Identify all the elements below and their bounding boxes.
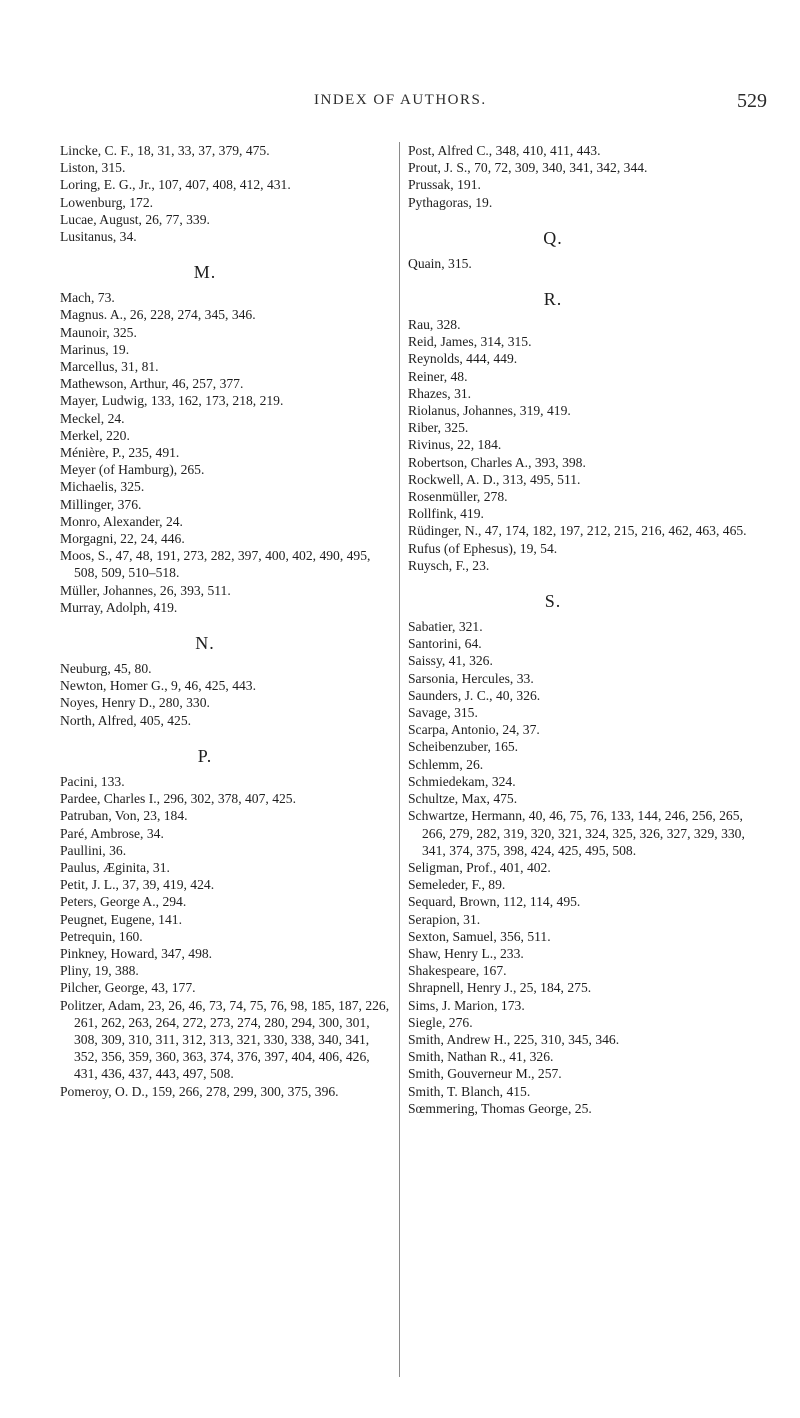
index-entry <box>408 911 758 928</box>
page-references: 225, 310, 345, 346. <box>513 1031 620 1047</box>
index-entry <box>408 159 758 176</box>
author-name: Marcellus, <box>60 359 118 375</box>
page-references: 26, 393, 511. <box>159 582 231 598</box>
column-divider <box>399 142 400 1377</box>
index-entry <box>408 773 758 790</box>
author-name: Mathewson, Arthur, <box>60 376 169 392</box>
index-entry <box>408 471 758 488</box>
index-entry <box>408 876 758 893</box>
page-references: 313, 495, 511. <box>502 471 581 487</box>
page-references: 9, 46, 425, 443. <box>171 678 256 694</box>
author-name: Sequard, Brown, <box>408 894 500 910</box>
author-name: Santorini, <box>408 636 462 652</box>
author-name: Sexton, Samuel, <box>408 928 497 944</box>
author-name: Saissy, <box>408 653 446 669</box>
author-name: Mach, <box>60 290 95 306</box>
index-section <box>60 142 395 245</box>
author-name: Prussak, <box>408 177 454 193</box>
author-name: Pardee, Charles I., <box>60 791 161 807</box>
index-entry <box>60 945 395 962</box>
author-name: Lucae, August, <box>60 211 142 227</box>
author-name: Merkel, <box>60 427 103 443</box>
author-name: Sims, J. Marion, <box>408 997 498 1013</box>
author-name: Siegle, <box>408 1014 446 1030</box>
index-entry <box>408 1065 758 1082</box>
page-references: 173. <box>500 997 525 1013</box>
author-name: Pinkney, Howard, <box>60 945 158 961</box>
index-entry <box>60 358 395 375</box>
page-references: 47, 48, 191, 273, 282, 397, 400, 402, 490, 495, 508, 509, 510–518. <box>74 548 371 581</box>
page-references: 26, 228, 274, 345, 346. <box>129 307 256 323</box>
author-name: Scarpa, Antonio, <box>408 722 499 738</box>
page-references: 348, 410, 411, 443. <box>495 143 601 158</box>
index-entry <box>60 962 395 979</box>
index-section <box>408 227 758 272</box>
page-references: 73. <box>97 290 115 306</box>
page-references: 23, 184. <box>143 808 188 824</box>
author-name: Newton, Homer G., <box>60 678 168 694</box>
index-entry <box>60 547 395 581</box>
page-references: 475. <box>493 791 518 807</box>
right-column <box>408 142 758 1117</box>
page-references: 19. <box>475 194 493 210</box>
author-name: Schlemm, <box>408 756 463 772</box>
page-references: 46, 257, 377. <box>171 376 244 392</box>
author-name: Pliny, <box>60 963 92 979</box>
section-letter-heading: N. <box>195 633 215 654</box>
author-name: Rau, <box>408 317 434 333</box>
index-entry <box>408 1083 758 1100</box>
page-references: 328. <box>436 317 461 333</box>
author-name: Moos, S., <box>60 548 113 564</box>
page-references: 294. <box>162 894 187 910</box>
author-name: Paullini, <box>60 842 106 858</box>
index-entry <box>60 306 395 323</box>
author-name: Rollfink, <box>408 506 457 522</box>
author-name: Pomeroy, O. D., <box>60 1083 149 1099</box>
index-entry <box>408 962 758 979</box>
page-references: 133. <box>100 773 125 789</box>
page-references: 393, 398. <box>534 454 586 470</box>
page-references: 45, 80. <box>114 661 152 677</box>
index-entry <box>60 194 395 211</box>
page-references: 325. <box>113 324 137 340</box>
page-references: 24. <box>165 513 183 529</box>
author-name: Rüdinger, N., <box>408 523 482 539</box>
section-letter-heading: Q. <box>543 227 563 248</box>
index-entry <box>60 392 395 409</box>
index-entry <box>408 402 758 419</box>
page-references: 64. <box>464 636 482 652</box>
index-entry <box>408 893 758 910</box>
section-letter-heading: M. <box>193 262 217 283</box>
index-entry <box>60 478 395 495</box>
page-references: 315. <box>454 705 478 721</box>
page-header <box>0 92 800 118</box>
page-references: 37, 39, 419, 424. <box>122 877 215 893</box>
author-name: Sabatier, <box>408 619 456 635</box>
author-name: Schultze, Max, <box>408 791 490 807</box>
page-references: 48. <box>450 368 468 384</box>
index-entry <box>408 255 758 272</box>
author-name: Reid, James, <box>408 334 478 350</box>
index-entry <box>60 694 395 711</box>
index-entry <box>60 444 395 461</box>
index-entry <box>60 928 395 945</box>
author-name: Smith, Andrew H., <box>408 1031 511 1047</box>
index-entry <box>60 825 395 842</box>
page-number: 529 <box>737 90 767 112</box>
page-references: 31. <box>152 859 170 875</box>
index-entry <box>60 375 395 392</box>
author-name: Lincke, C. F., <box>60 143 134 158</box>
page-references: 280, 330. <box>158 695 210 711</box>
author-name: Quain, <box>408 255 445 271</box>
index-section <box>60 632 395 729</box>
page-references: 41, 326. <box>448 653 493 669</box>
index-entry <box>60 979 395 996</box>
author-name: Meckel, <box>60 410 105 426</box>
author-name: Liston, <box>60 160 99 176</box>
index-section <box>408 142 758 211</box>
index-entry <box>408 756 758 773</box>
author-name: Scheibenzuber, <box>408 739 491 755</box>
page-references: 401, 402. <box>499 859 551 875</box>
index-entry <box>60 211 395 228</box>
author-name: Schwartze, Hermann, <box>408 808 526 824</box>
section-letter-heading: P. <box>197 745 213 766</box>
author-name: Reiner, <box>408 368 448 384</box>
index-entry <box>408 142 758 159</box>
index-entry <box>60 496 395 513</box>
page-references: 276. <box>448 1014 473 1030</box>
author-name: Paré, Ambrose, <box>60 825 144 841</box>
index-entry <box>408 635 758 652</box>
page-references: 133, 162, 173, 218, 219. <box>150 393 284 409</box>
page-references: 43, 177. <box>151 980 196 996</box>
author-name: Pythagoras, <box>408 194 472 210</box>
page-references: 141. <box>158 911 182 927</box>
author-name: Patruban, Von, <box>60 808 140 824</box>
index-entry <box>60 677 395 694</box>
author-name: Saunders, J. C., <box>408 687 493 703</box>
page-references: 41, 326. <box>509 1049 554 1065</box>
page-references: 419. <box>460 506 484 522</box>
author-name: Lowenburg, <box>60 194 126 210</box>
index-entry <box>408 488 758 505</box>
author-name: Millinger, <box>60 496 115 512</box>
index-entry <box>60 410 395 427</box>
page-references: 19. <box>112 341 130 357</box>
index-entry <box>60 712 395 729</box>
index-entry <box>60 341 395 358</box>
index-entry <box>408 1014 758 1031</box>
page-references: 296, 302, 378, 407, 425. <box>163 791 296 807</box>
author-name: Schmiedekam, <box>408 773 489 789</box>
page-references: 19, 388. <box>94 963 139 979</box>
author-name: Politzer, Adam, <box>60 997 145 1013</box>
running-title: INDEX OF AUTHORS. <box>314 92 487 108</box>
index-section <box>60 261 395 616</box>
page-references: 160. <box>118 928 143 944</box>
author-name: Post, Alfred C., <box>408 143 493 158</box>
author-name: Ruysch, F., <box>408 557 469 573</box>
index-entry <box>408 721 758 738</box>
section-letter-heading: R. <box>543 289 563 310</box>
page-references: 172. <box>129 194 154 210</box>
author-name: Shrapnell, Henry J., <box>408 980 517 996</box>
index-entry <box>408 687 758 704</box>
page-references: 24. <box>107 410 125 426</box>
index-entry <box>408 419 758 436</box>
index-entry <box>408 505 758 522</box>
index-entry <box>408 704 758 721</box>
index-entry <box>60 660 395 677</box>
author-name: Ménière, P., <box>60 445 125 461</box>
index-entry <box>60 859 395 876</box>
index-entry <box>408 928 758 945</box>
index-entry <box>408 436 758 453</box>
page-references: 167. <box>482 963 507 979</box>
page-references: 278. <box>483 489 508 505</box>
page-references: 23, 26, 46, 73, 74, 75, 76, 98, 185, 187, 226, 261, 262, 263, 264, 272, 273, 274, 280, 294, 300, 301, 308, 309, 310, 311, 312, 313, 321, 330, 338, 340, 341, 352, 356, 359, 360, 363, 374, 376, 397, 404, 406, 426, 431, 436, 437, 443, 497, 508. <box>74 997 390 1082</box>
author-name: Loring, E. G., Jr., <box>60 177 155 193</box>
page-references: 107, 407, 408, 412, 431. <box>158 177 291 193</box>
page-references: 22, 184. <box>457 437 502 453</box>
author-name: Müller, Johannes, <box>60 582 157 598</box>
index-entry <box>408 385 758 402</box>
index-entry <box>60 790 395 807</box>
index-section <box>60 745 395 1100</box>
page-references: 19, 54. <box>519 540 558 556</box>
page-references: 40, 46, 75, 76, 133, 144, 246, 256, 265, 266, 279, 282, 319, 320, 321, 324, 325, 326, 327, 329, 330, 341, 374, 375, 398, 424, 425, 495, 508. <box>422 808 745 858</box>
page-references: 31, 81. <box>121 359 159 375</box>
index-entry <box>408 807 758 859</box>
author-name: Seligman, Prof., <box>408 859 497 875</box>
author-name: Riolanus, Johannes, <box>408 403 517 419</box>
index-entry <box>408 522 758 539</box>
page-references: 444, 449. <box>466 351 518 367</box>
page-references: 18, 31, 33, 37, 379, 475. <box>137 143 270 158</box>
author-name: Magnus. A., <box>60 307 127 323</box>
index-entry <box>60 807 395 824</box>
index-entry <box>408 316 758 333</box>
index-entry <box>408 618 758 635</box>
author-name: Smith, Gouverneur M., <box>408 1066 535 1082</box>
page-references: 265. <box>180 462 205 478</box>
author-name: Rockwell, A. D., <box>408 471 500 487</box>
author-name: Michaelis, <box>60 479 118 495</box>
author-name: Neuburg, <box>60 661 111 677</box>
index-entry <box>60 289 395 306</box>
page-references: 235, 491. <box>128 445 180 461</box>
page-references: 25. <box>574 1100 592 1116</box>
author-name: Rivinus, <box>408 437 454 453</box>
author-name: Rosenmüller, <box>408 489 481 505</box>
index-entry <box>60 142 395 159</box>
author-name: Sœmmering, Thomas George, <box>408 1100 572 1116</box>
page-references: 34. <box>146 825 164 841</box>
author-name: Paulus, Æginita, <box>60 859 150 875</box>
page-references: 257. <box>537 1066 562 1082</box>
author-name: Noyes, Henry D., <box>60 695 156 711</box>
index-entry <box>60 159 395 176</box>
index-entry <box>408 350 758 367</box>
page-references: 220. <box>106 427 130 443</box>
page-references: 112, 114, 495. <box>503 894 581 910</box>
page-references: 356, 511. <box>500 928 551 944</box>
page-references: 89. <box>488 877 506 893</box>
page-references: 419. <box>153 599 178 615</box>
author-name: Mayer, Ludwig, <box>60 393 148 409</box>
page-references: 415. <box>506 1083 531 1099</box>
index-entry <box>408 738 758 755</box>
index-entry <box>60 582 395 599</box>
page-references: 34. <box>119 229 137 245</box>
page-references: 314, 315. <box>480 334 532 350</box>
index-entry <box>408 997 758 1014</box>
page-references: 233. <box>500 945 524 961</box>
index-section <box>408 590 758 1117</box>
page-references: 376. <box>117 496 142 512</box>
author-name: Monro, Alexander, <box>60 513 163 529</box>
index-entry <box>60 176 395 193</box>
index-entry <box>60 842 395 859</box>
author-name: Reynolds, <box>408 351 463 367</box>
index-entry <box>408 859 758 876</box>
index-entry <box>60 228 395 245</box>
author-name: Robertson, Charles A., <box>408 454 532 470</box>
index-section <box>408 288 758 574</box>
page-references: 22, 24, 446. <box>120 531 185 547</box>
author-name: Savage, <box>408 705 451 721</box>
author-name: Shaw, Henry L., <box>408 945 497 961</box>
index-entry <box>408 790 758 807</box>
author-name: Smith, Nathan R., <box>408 1049 506 1065</box>
author-name: Smith, T. Blanch, <box>408 1083 504 1099</box>
page-references: 159, 266, 278, 299, 300, 375, 396. <box>151 1083 339 1099</box>
page-references: 191. <box>457 177 481 193</box>
page-references: 315. <box>101 160 126 176</box>
index-entry <box>60 513 395 530</box>
index-entry <box>408 333 758 350</box>
author-name: Marinus, <box>60 341 109 357</box>
index-entry <box>408 557 758 574</box>
page-references: 36. <box>109 842 127 858</box>
author-name: Peugnet, Eugene, <box>60 911 155 927</box>
author-name: Petrequin, <box>60 928 116 944</box>
author-name: North, Alfred, <box>60 712 137 728</box>
author-name: Pilcher, George, <box>60 980 148 996</box>
index-entry <box>60 530 395 547</box>
page-references: 26. <box>466 756 484 772</box>
author-name: Murray, Adolph, <box>60 599 151 615</box>
index-entry <box>408 194 758 211</box>
index-entry <box>60 1083 395 1100</box>
author-name: Semeleder, F., <box>408 877 485 893</box>
author-name: Peters, George A., <box>60 894 160 910</box>
index-entry <box>408 979 758 996</box>
author-name: Serapion, <box>408 911 460 927</box>
index-entry <box>60 773 395 790</box>
page-references: 325. <box>120 479 145 495</box>
author-name: Morgagni, <box>60 531 117 547</box>
author-name: Lusitanus, <box>60 229 117 245</box>
page-references: 31. <box>454 385 472 401</box>
index-entry <box>60 324 395 341</box>
page-references: 319, 419. <box>519 403 571 419</box>
author-name: Pacini, <box>60 773 98 789</box>
page-references: 70, 72, 309, 340, 341, 342, 344. <box>474 160 648 176</box>
index-entry <box>60 427 395 444</box>
index-entry <box>408 1048 758 1065</box>
section-letter-heading: S. <box>544 591 562 612</box>
page-references: 47, 174, 182, 197, 212, 215, 216, 462, 463, 465. <box>484 523 747 539</box>
page-references: 165. <box>494 739 519 755</box>
index-entry <box>408 1031 758 1048</box>
page-references: 321. <box>458 619 483 635</box>
index-entry <box>408 945 758 962</box>
page-references: 24, 37. <box>502 722 540 738</box>
index-entry <box>408 1100 758 1117</box>
index-entry <box>408 652 758 669</box>
page-references: 40, 326. <box>496 687 541 703</box>
page-references: 33. <box>516 670 534 686</box>
index-entry <box>408 540 758 557</box>
index-entry <box>408 670 758 687</box>
index-entry <box>408 454 758 471</box>
left-column <box>60 142 395 1100</box>
page-references: 405, 425. <box>140 712 192 728</box>
author-name: Sarsonia, Hercules, <box>408 670 514 686</box>
index-entry <box>60 599 395 616</box>
author-name: Riber, <box>408 420 442 436</box>
author-name: Meyer (of Hamburg), <box>60 462 178 478</box>
page-references: 23. <box>472 557 490 573</box>
index-entry <box>60 461 395 478</box>
index-entry <box>60 893 395 910</box>
author-name: Maunoir, <box>60 324 110 340</box>
index-entry <box>60 997 395 1083</box>
index-entry <box>60 876 395 893</box>
index-entry <box>60 911 395 928</box>
page-references: 31. <box>463 911 481 927</box>
author-name: Shakespeare, <box>408 963 480 979</box>
page-references: 26, 77, 339. <box>145 211 210 227</box>
page-references: 324. <box>491 773 516 789</box>
index-entry <box>408 368 758 385</box>
author-name: Petit, J. L., <box>60 877 119 893</box>
index-entry <box>408 176 758 193</box>
page-references: 315. <box>448 255 472 271</box>
page-references: 325. <box>444 420 469 436</box>
author-name: Prout, J. S., <box>408 160 471 176</box>
page-references: 347, 498. <box>161 945 213 961</box>
author-name: Rufus (of Ephesus), <box>408 540 517 556</box>
page-references: 25, 184, 275. <box>519 980 592 996</box>
author-name: Rhazes, <box>408 385 451 401</box>
